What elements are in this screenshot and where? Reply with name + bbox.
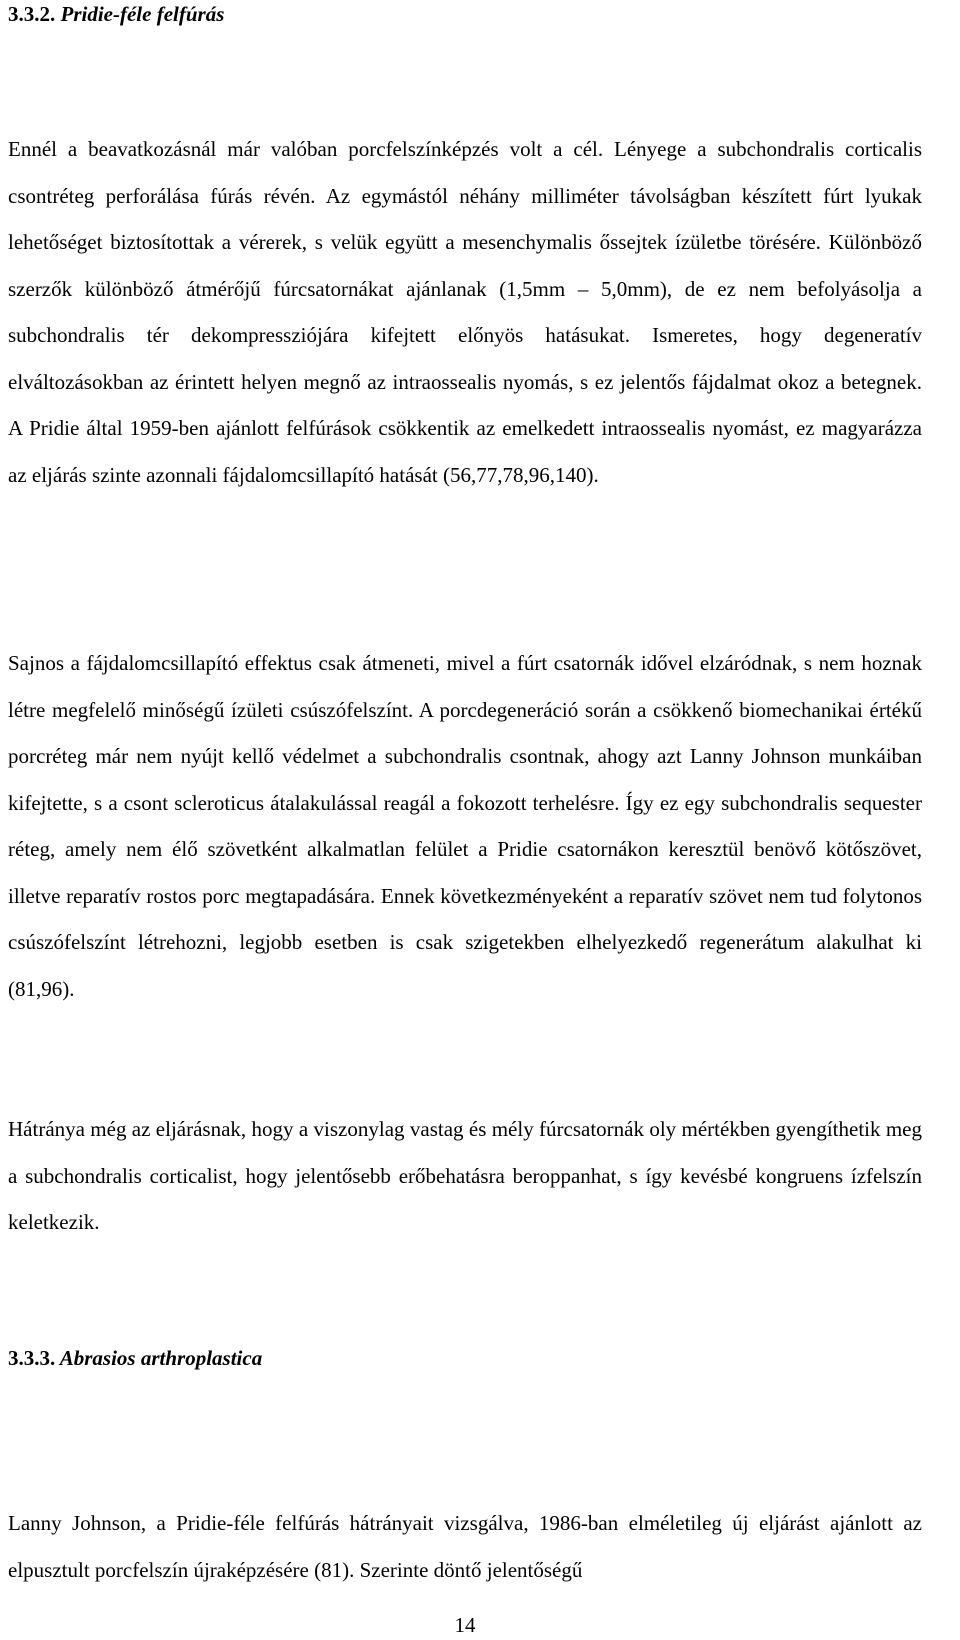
body-paragraph: Lanny Johnson, a Pridie-féle felfúrás hátrányait vizsgálva, 1986-ban elméletileg új eljárást ajánlott az elpusztult porcfelszín újraképzésére (81). Szerinte döntő jelentőségű — [8, 1511, 922, 1582]
body-paragraph: Hátránya még az eljárásnak, hogy a viszonylag vastag és mély fúrcsatornák oly mértékben gyengíthetik meg a subchondralis corticalist, hogy jelentősebb erőbehatásra beroppanhat, s így kevésbé kongruens ízfelszín keletkezik. — [8, 1117, 922, 1234]
section-heading — [8, 0, 224, 28]
section-heading — [8, 1344, 262, 1372]
body-paragraph: Sajnos a fájdalomcsillapító effektus csak átmeneti, mivel a fúrt csatornák idővel elzáródnak, s nem hoznak létre megfelelő minőségű ízületi csúszófelszínt. A porcdegeneráció során a csökkenő biomechanikai értékű porcréteg már nem nyújt kellő védelmet a subchondralis csontnak, ahogy azt Lanny Johnson munkáiban kifejtette, s a csont scleroticus átalakulással reagál a fokozott terhelésre. Így ez egy subchondralis sequester réteg, amely nem élő szövetként alkalmatlan felület a Pridie csatornákon keresztül benövő kötőszövet, illetve reparatív rostos porc megtapadására. Ennek következményeként a reparatív szövet nem tud folytonos csúszófelszínt létrehozni, legjobb esetben is csak szigetekben elhelyezkedő regenerátum alakulhat ki (81,96). — [8, 651, 922, 1001]
section-number: 3.3.2. — [8, 2, 56, 26]
section-number: 3.3.3. — [8, 1346, 56, 1370]
page-number: 14 — [454, 1613, 476, 1637]
section-title: Abrasios arthroplastica — [59, 1346, 263, 1370]
body-paragraph: Ennél a beavatkozásnál már valóban porcfelszínképzés volt a cél. Lényege a subchondralis corticalis csontréteg perforálása fúrás révén. Az egymástól néhány milliméter távolságban készített fúrt lyukak lehetőséget biztosítottak a vérerek, s velük együtt a mesenchymalis őssejtek ízületbe törésére. Különböző szerzők különböző átmérőjű fúrcsatornákat ajánlanak (1,5mm – 5,0mm), de ez nem befolyásolja a subchondralis tér dekompressziójára kifejtett előnyös hatásukat. Ismeretes, hogy degeneratív elváltozásokban az érintett helyen megnő az intraossealis nyomás, s ez jelentős fájdalmat okoz a betegnek. A Pridie által 1959-ben ajánlott felfúrások csökkentik az emelkedett intraossealis nyomást, ez magyarázza az eljárás szinte azonnali fájdalomcsillapító hatását (56,77,78,96,140). — [8, 137, 922, 487]
section-title: Pridie-féle felfúrás — [60, 2, 225, 26]
document-page — [8, 0, 922, 1640]
